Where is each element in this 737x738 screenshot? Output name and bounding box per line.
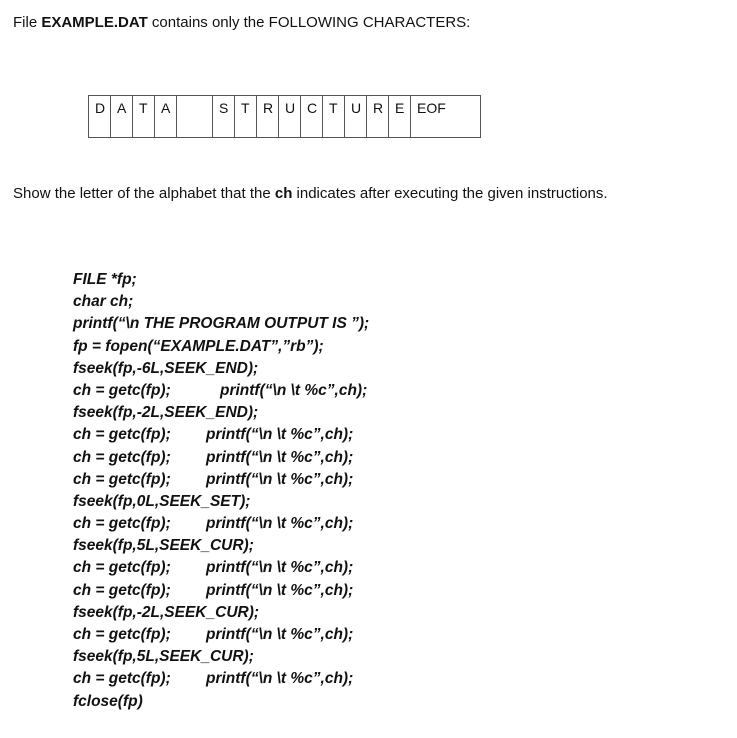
code-statement: fseek(fp,5L,SEEK_CUR);	[73, 537, 254, 555]
file-description-suffix: contains only the FOLLOWING CHARACTERS:	[147, 14, 471, 31]
file-char-cell: T	[323, 96, 345, 138]
code-statement: ch = getc(fp);	[73, 559, 171, 577]
file-char-cell: E	[389, 96, 411, 138]
file-characters-table	[88, 95, 481, 138]
question-after: indicates after executing the given instructions.	[292, 185, 608, 202]
code-printf-call: printf(“\n \t %c”,ch);	[206, 559, 354, 577]
code-statement: fseek(fp,-2L,SEEK_CUR);	[73, 603, 260, 621]
code-statement: char ch;	[73, 293, 134, 311]
file-char-cell: A	[111, 96, 133, 138]
code-statement: FILE *fp;	[73, 271, 137, 288]
code-printf-call: printf(“\n \t %c”,ch);	[206, 626, 354, 643]
code-statement: fseek(fp,-6L,SEEK_END);	[73, 359, 259, 377]
code-printf-call: printf(“\n \t %c”,ch);	[206, 670, 354, 688]
code-statement: ch = getc(fp);	[73, 515, 171, 533]
file-char-cell	[177, 96, 213, 138]
code-statement: printf(“\n THE PROGRAM OUTPUT IS ”);	[73, 315, 370, 333]
code-line	[73, 535, 369, 557]
file-characters-row	[89, 96, 481, 138]
file-char-cell: T	[133, 96, 155, 138]
code-printf-call: printf(“\n \t %c”,ch);	[206, 515, 354, 533]
code-statement: ch = getc(fp);	[73, 670, 171, 688]
code-statement: ch = getc(fp);	[73, 426, 171, 444]
code-line	[73, 402, 369, 424]
code-block	[73, 269, 369, 713]
file-char-cell: D	[89, 96, 111, 138]
file-description	[13, 14, 470, 31]
code-printf-call: printf(“\n \t %c”,ch);	[220, 381, 368, 399]
file-char-cell: T	[235, 96, 257, 138]
code-printf-call: printf(“\n \t %c”,ch);	[206, 581, 354, 599]
code-printf-call: printf(“\n \t %c”,ch);	[206, 448, 354, 466]
file-char-cell: R	[367, 96, 389, 138]
file-char-cell: U	[279, 96, 301, 138]
code-line	[73, 269, 369, 291]
code-line	[73, 424, 369, 446]
code-line	[73, 291, 369, 313]
code-printf-call: printf(“\n \t %c”,ch);	[206, 426, 354, 444]
file-description-prefix: File	[13, 14, 42, 31]
code-line	[73, 380, 369, 402]
code-line	[73, 313, 369, 335]
code-line	[73, 691, 369, 713]
code-line	[73, 580, 369, 602]
code-line	[73, 469, 369, 491]
question-text	[13, 185, 608, 202]
code-line	[73, 336, 369, 358]
file-char-cell: U	[345, 96, 367, 138]
code-printf-call: printf(“\n \t %c”,ch);	[206, 470, 354, 488]
file-name: EXAMPLE.DAT	[41, 14, 148, 31]
file-char-cell: R	[257, 96, 279, 138]
question-variable: ch	[274, 185, 293, 202]
file-char-cell: A	[155, 96, 177, 138]
code-line	[73, 624, 369, 646]
question-before: Show the letter of the alphabet that the	[13, 185, 275, 202]
code-line	[73, 513, 369, 535]
code-line	[73, 491, 369, 513]
code-statement: fclose(fp)	[73, 692, 143, 710]
code-line	[73, 602, 369, 624]
code-line	[73, 646, 369, 668]
code-statement: fseek(fp,5L,SEEK_CUR);	[73, 648, 254, 666]
code-statement: ch = getc(fp);	[73, 626, 171, 643]
code-line	[73, 668, 369, 690]
file-char-cell: EOF	[411, 96, 481, 138]
file-char-cell: S	[213, 96, 235, 138]
code-statement: fp = fopen(“EXAMPLE.DAT”,”rb”);	[73, 337, 324, 355]
code-line	[73, 447, 369, 469]
code-statement: ch = getc(fp);	[73, 448, 171, 466]
code-statement: fseek(fp,-2L,SEEK_END);	[73, 404, 259, 422]
code-statement: ch = getc(fp);	[73, 470, 171, 488]
code-statement: ch = getc(fp);	[73, 381, 171, 399]
file-char-cell: C	[301, 96, 323, 138]
code-statement: fseek(fp,0L,SEEK_SET);	[73, 492, 251, 510]
code-line	[73, 557, 369, 579]
code-statement: ch = getc(fp);	[73, 581, 171, 599]
code-line	[73, 358, 369, 380]
